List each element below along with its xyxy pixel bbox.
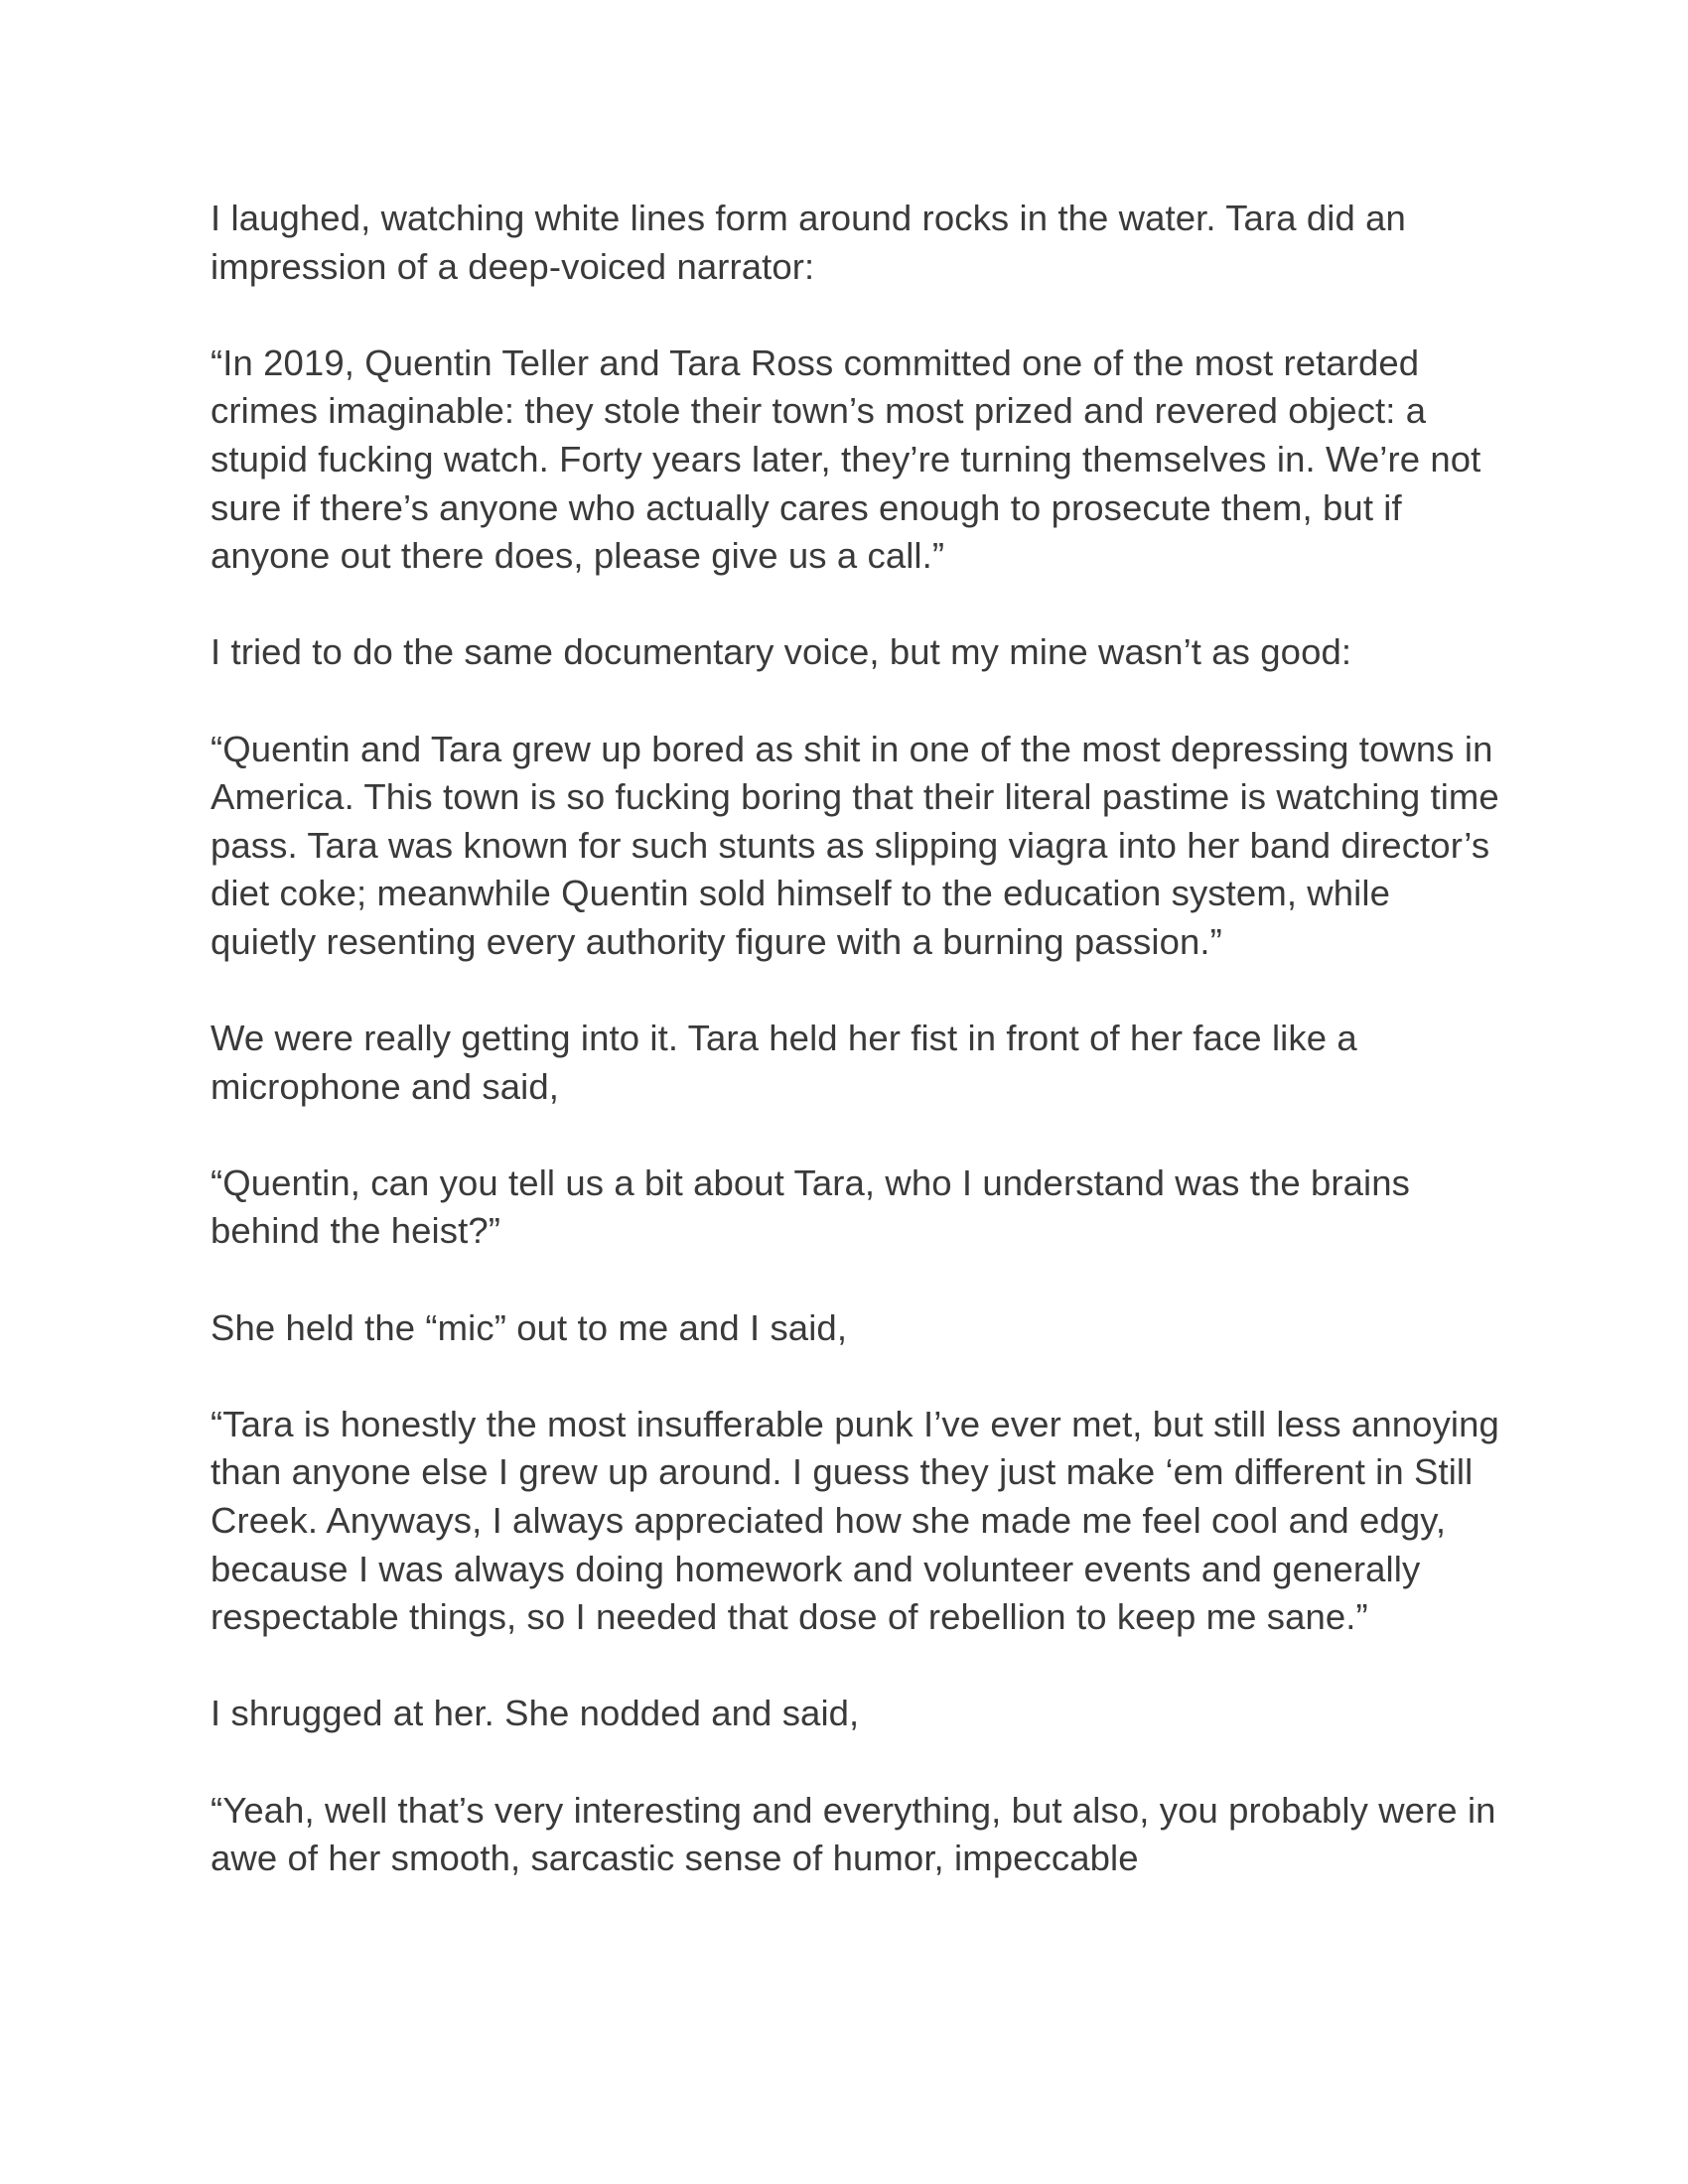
paragraph: “Quentin, can you tell us a bit about Tara, who I understand was the brains behind the heist?”: [211, 1161, 1410, 1252]
paragraph: She held the “mic” out to me and I said,: [211, 1306, 848, 1348]
paragraph: I laughed, watching white lines form around rocks in the water. Tara did an impression of a deep-voiced narrator:: [211, 198, 1406, 287]
paragraph: I shrugged at her. She nodded and said,: [211, 1693, 860, 1734]
document-body: [211, 195, 1501, 1883]
paragraph: “In 2019, Quentin Teller and Tara Ross committed one of the most retarded crimes imaginable: they stole their town’s most prized and revered object: a stupid fucking watch. Forty years later, they’re turning themselves in. We’re not sure if there’s anyone who actually cares enough to prosecute them, but if anyone out there does, please give us a call.”: [211, 341, 1481, 577]
paragraph: “Quentin and Tara grew up bored as shit in one of the most depressing towns in America. This town is so fucking boring that their literal pastime is watching time pass. Tara was known for such stunts as slipping viagra into her band director’s diet coke; meanwhile Quentin sold himself to the education system, while quietly resenting every authority figure with a burning passion.”: [211, 728, 1499, 962]
paragraph: I tried to do the same documentary voice, but my mine wasn’t as good:: [211, 631, 1352, 673]
paragraph: “Tara is honestly the most insufferable punk I’ve ever met, but still less annoying than anyone else I grew up around. I guess they just make ‘em different in Still Creek. Anyways, I always appreciated how she made me feel cool and edgy, because I was always doing homework and volunteer events and generally respectable things, so I needed that dose of rebellion to keep me sane.”: [211, 1403, 1499, 1638]
paragraph: We were really getting into it. Tara held her fist in front of her face like a microphone and said,: [211, 1018, 1357, 1107]
paragraph: “Yeah, well that’s very interesting and everything, but also, you probably were in awe of her smooth, sarcastic sense of humor, impeccable: [211, 1789, 1496, 1879]
